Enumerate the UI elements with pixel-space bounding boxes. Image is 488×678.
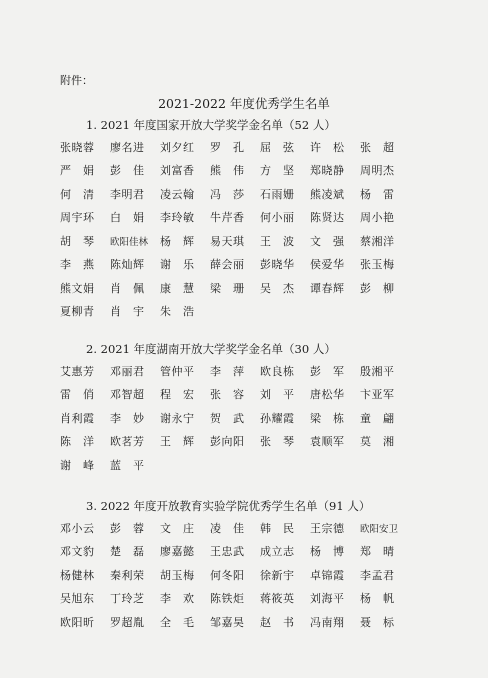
student-name: 胡 琴 [60,234,95,248]
name-row [60,182,420,206]
student-name: 刘 平 [260,388,295,402]
student-name: 朱 浩 [160,305,195,319]
name-row [60,430,420,454]
document-title: 2021-2022 年度优秀学生名单 [158,96,330,111]
student-name: 冯南翔 [310,615,345,629]
student-name: 陈 洋 [60,435,95,449]
student-name: 袁顺军 [310,435,345,449]
student-name: 凌云翰 [160,187,195,201]
student-name: 罗 孔 [210,140,245,154]
student-name: 郑晓静 [310,164,345,178]
student-name: 文 强 [310,234,345,248]
student-name: 陈贤达 [310,211,345,225]
student-name: 蔡湘洋 [360,234,395,248]
student-name: 彭 军 [310,364,345,378]
student-name: 欧阳安卫 [360,523,399,535]
student-name: 彭向阳 [210,435,245,449]
student-name: 薛会丽 [210,258,245,272]
student-name: 丁玲芝 [110,592,145,606]
student-name: 夏柳青 [60,305,95,319]
student-name: 凌 佳 [210,521,245,535]
student-name: 程 宏 [160,388,195,402]
student-name: 吴 杰 [260,281,295,295]
student-name: 艾惠芳 [60,364,95,378]
student-name: 欧茗芳 [110,435,145,449]
student-name: 石雨姗 [260,187,295,201]
name-row [60,540,420,564]
section-1-name-list [60,135,420,323]
section-3-name-list [60,516,420,634]
student-name: 谢 峰 [60,458,95,472]
student-name: 杨健林 [60,568,95,582]
section-1-title: 1. 2021 年度国家开放大学奖学金名单（52 人） [86,118,336,132]
student-name: 彭 蓉 [110,521,145,535]
student-name: 文 庄 [160,521,195,535]
student-name: 秦利荣 [110,568,145,582]
student-name: 贺 武 [210,411,245,425]
student-name: 白 娟 [110,211,145,225]
student-name: 罗超胤 [110,615,145,629]
student-name: 莫 湘 [360,435,395,449]
name-row [60,516,420,540]
student-name: 孙耀霞 [260,411,295,425]
student-name: 邹嘉昊 [210,615,245,629]
student-name: 王 波 [260,234,295,248]
student-name: 肖利霞 [60,411,95,425]
student-name: 邓小云 [60,521,95,535]
student-name: 严 娟 [60,164,95,178]
student-name: 殷湘平 [360,364,395,378]
name-row [60,159,420,183]
student-name: 王宗德 [310,521,345,535]
student-name: 易天琪 [210,234,245,248]
student-name: 管仲平 [160,364,195,378]
student-name: 郑 晴 [360,545,395,559]
student-name: 成立志 [260,545,295,559]
student-name: 彭 柳 [360,281,395,295]
student-name: 刘富香 [160,164,195,178]
student-name: 冯 莎 [210,187,245,201]
student-name: 欧阳昕 [60,615,95,629]
student-name: 康 慧 [160,281,195,295]
student-name: 陈铁炬 [210,592,245,606]
student-name: 杨 博 [310,545,345,559]
student-name: 廖嘉懿 [160,545,195,559]
student-name: 刘海平 [310,592,345,606]
student-name: 肖 佩 [110,281,145,295]
student-name: 何 清 [60,187,95,201]
name-row [60,276,420,300]
student-name: 张玉梅 [360,258,395,272]
student-name: 邓智超 [110,388,145,402]
student-name: 熊凌斌 [310,187,345,201]
student-name: 徐新宇 [260,568,295,582]
student-name: 何冬阳 [210,568,245,582]
student-name: 杨 辉 [160,234,195,248]
name-row [60,300,420,324]
student-name: 梁 珊 [210,281,245,295]
student-name: 何小丽 [260,211,295,225]
name-row [60,610,420,634]
student-name: 李孟君 [360,568,395,582]
student-name: 全 毛 [160,615,195,629]
student-name: 牛芹香 [210,211,245,225]
section-3-title: 3. 2022 年度开放教育实验学院优秀学生名单（91 人） [86,499,371,513]
student-name: 方 坚 [260,164,295,178]
student-name: 吴旭东 [60,592,95,606]
student-name: 张 超 [360,140,395,154]
student-name: 周宇环 [60,211,95,225]
student-name: 王忠武 [210,545,245,559]
attachment-label: 附件： [60,74,93,87]
student-name: 童 翩 [360,411,395,425]
student-name: 胡玉梅 [160,568,195,582]
student-name: 谢 乐 [160,258,195,272]
student-name: 廖名进 [110,140,145,154]
student-name: 王 辉 [160,435,195,449]
student-name: 张 容 [210,388,245,402]
name-row [60,359,420,383]
student-name: 肖 宇 [110,305,145,319]
student-name: 李 欢 [160,592,195,606]
student-name: 彭晓华 [260,258,295,272]
student-name: 邓丽君 [110,364,145,378]
section-2-name-list [60,359,420,477]
student-name: 彭 佳 [110,164,145,178]
student-name: 楚 磊 [110,545,145,559]
student-name: 周小艳 [360,211,395,225]
student-name: 欧良栋 [260,364,295,378]
name-row [60,253,420,277]
student-name: 李 妙 [110,411,145,425]
student-name: 张 琴 [260,435,295,449]
name-row [60,563,420,587]
student-name: 李明君 [110,187,145,201]
student-name: 邓文豹 [60,545,95,559]
student-name: 谭春辉 [310,281,345,295]
student-name: 熊文娟 [60,281,95,295]
name-row [60,206,420,230]
name-row [60,135,420,159]
student-name: 梁 栋 [310,411,345,425]
name-row [60,587,420,611]
student-name: 蓝 平 [110,458,145,472]
student-name: 李玲敏 [160,211,195,225]
section-2-title: 2. 2021 年度湖南开放大学奖学金名单（30 人） [86,342,336,356]
student-name: 屈 弦 [260,140,295,154]
name-row [60,383,420,407]
name-row [60,406,420,430]
student-name: 赵 书 [260,615,295,629]
student-name: 张晓蓉 [60,140,95,154]
student-name: 雷 俏 [60,388,95,402]
student-name: 侯爱华 [310,258,345,272]
student-name: 蒋筱英 [260,592,295,606]
student-name: 刘夕红 [160,140,195,154]
student-name: 唐松华 [310,388,345,402]
student-name: 卞亚军 [360,388,395,402]
student-name: 韩 民 [260,521,295,535]
student-name: 谢永宁 [160,411,195,425]
student-name: 欧阳佳林 [110,236,149,248]
student-name: 许 松 [310,140,345,154]
student-name: 卓锦霞 [310,568,345,582]
student-name: 熊 伟 [210,164,245,178]
name-row [60,229,420,253]
name-row [60,453,420,477]
student-name: 周明杰 [360,164,395,178]
student-name: 杨 雷 [360,187,395,201]
student-name: 杨 帆 [360,592,395,606]
student-name: 陈灿辉 [110,258,145,272]
student-name: 李 燕 [60,258,95,272]
student-name: 聂 标 [360,615,395,629]
student-name: 李 萍 [210,364,245,378]
